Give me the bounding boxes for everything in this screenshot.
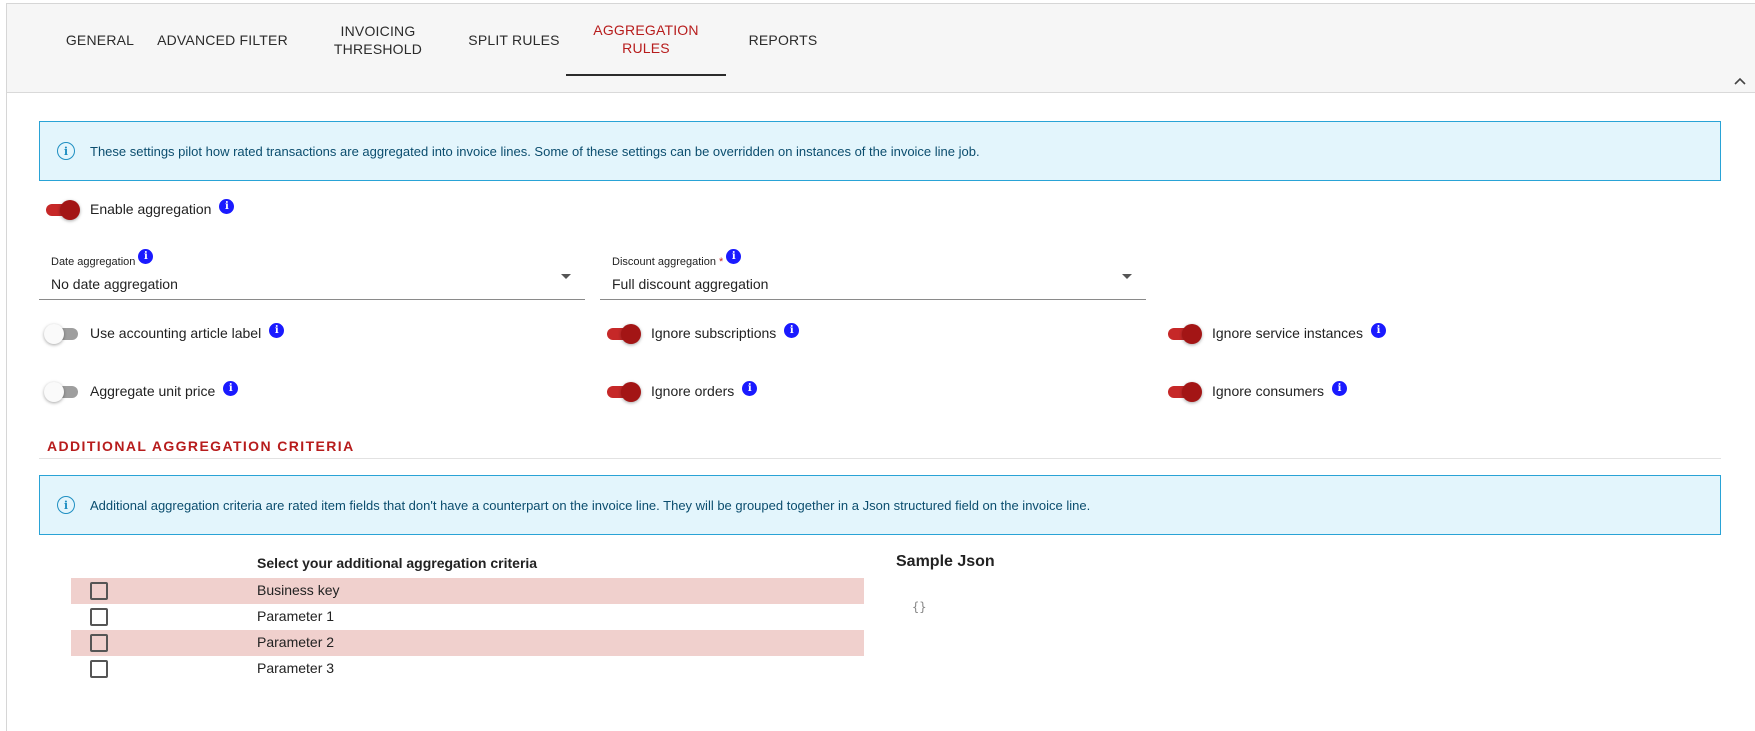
criteria-label: Parameter 3 xyxy=(257,660,335,676)
date-aggregation-label: Date aggregation xyxy=(51,255,136,268)
info-circle-icon: i xyxy=(57,142,75,160)
criteria-row[interactable] xyxy=(71,604,864,630)
criteria-checkbox[interactable] xyxy=(90,582,108,600)
tab-advanced-filter[interactable]: ADVANCED FILTER xyxy=(157,32,288,48)
tab-invoicing-threshold-label: INVOICING THRESHOLD xyxy=(333,23,423,57)
required-marker: * xyxy=(718,255,724,268)
ignore-service-instances-help-icon[interactable]: i xyxy=(1371,323,1386,338)
criteria-info-text: Additional aggregation criteria are rated item fields that don't have a counterpart on the invoice line. They will be grouped together in a Json structured field on the invoice line. xyxy=(90,497,1091,513)
aggregation-info-box xyxy=(39,121,1721,181)
criteria-label: Parameter 1 xyxy=(257,608,335,624)
tab-reports[interactable]: REPORTS xyxy=(748,32,818,48)
date-aggregation-label-row xyxy=(51,251,153,269)
ignore-subscriptions-help-icon[interactable]: i xyxy=(784,323,799,338)
aggregate-unit-price-text: Aggregate unit price xyxy=(90,383,216,399)
ignore-subscriptions-row xyxy=(605,323,799,343)
date-aggregation-value: No date aggregation xyxy=(51,276,178,292)
chevron-up-icon[interactable] xyxy=(1733,74,1747,88)
date-aggregation-help-icon[interactable]: i xyxy=(138,249,153,264)
tab-invoicing-threshold[interactable] xyxy=(307,4,449,76)
sample-json-code: {} xyxy=(912,600,927,614)
tab-general[interactable]: GENERAL xyxy=(65,32,135,48)
section-title: ADDITIONAL AGGREGATION CRITERIA xyxy=(47,438,355,454)
sample-json-title: Sample Json xyxy=(896,553,995,570)
criteria-header: Select your additional aggregation criteria xyxy=(257,555,538,571)
chevron-down-icon xyxy=(1122,274,1132,279)
ignore-subscriptions-text: Ignore subscriptions xyxy=(651,325,777,341)
ignore-orders-switch[interactable] xyxy=(605,381,641,401)
use-accounting-article-label-help-icon[interactable]: i xyxy=(269,323,284,338)
aggregation-info-text: These settings pilot how rated transactions are aggregated into invoice lines. Some of these settings can be overridden on instances of the invoice line job. xyxy=(90,143,980,159)
discount-aggregation-select[interactable] xyxy=(600,252,1146,300)
ignore-orders-row xyxy=(605,381,757,401)
aggregate-unit-price-row xyxy=(44,381,238,401)
criteria-row[interactable] xyxy=(71,630,864,656)
criteria-label: Parameter 2 xyxy=(257,634,335,650)
enable-aggregation-switch[interactable] xyxy=(44,199,80,219)
criteria-info-box xyxy=(39,475,1721,535)
info-circle-icon: i xyxy=(57,496,75,514)
enable-aggregation-toggle-row xyxy=(44,199,234,219)
ignore-orders-text: Ignore orders xyxy=(651,383,735,399)
discount-aggregation-help-icon[interactable]: i xyxy=(726,249,741,264)
criteria-checkbox[interactable] xyxy=(90,608,108,626)
use-accounting-article-label-text: Use accounting article label xyxy=(90,325,262,341)
criteria-checkbox[interactable] xyxy=(90,634,108,652)
enable-aggregation-help-icon[interactable]: i xyxy=(219,199,234,214)
ignore-consumers-row xyxy=(1166,381,1347,401)
criteria-checkbox[interactable] xyxy=(90,660,108,678)
ignore-service-instances-switch[interactable] xyxy=(1166,323,1202,343)
tab-bar xyxy=(6,3,1755,93)
discount-aggregation-value: Full discount aggregation xyxy=(612,276,769,292)
criteria-label: Business key xyxy=(257,582,340,598)
date-aggregation-select[interactable] xyxy=(39,252,585,300)
section-divider xyxy=(39,458,1721,459)
aggregate-unit-price-help-icon[interactable]: i xyxy=(223,381,238,396)
tab-split-rules[interactable]: SPLIT RULES xyxy=(468,32,560,48)
ignore-service-instances-text: Ignore service instances xyxy=(1212,325,1363,341)
enable-aggregation-label: Enable aggregation xyxy=(90,201,212,217)
discount-aggregation-label-row xyxy=(612,251,741,269)
chevron-down-icon xyxy=(561,274,571,279)
ignore-service-instances-row xyxy=(1166,323,1386,343)
ignore-consumers-help-icon[interactable]: i xyxy=(1332,381,1347,396)
aggregate-unit-price-switch[interactable] xyxy=(44,381,80,401)
use-accounting-article-label-switch[interactable] xyxy=(44,323,80,343)
criteria-row[interactable] xyxy=(71,578,864,604)
ignore-consumers-switch[interactable] xyxy=(1166,381,1202,401)
tab-aggregation-rules[interactable] xyxy=(566,4,726,76)
tab-aggregation-rules-label: AGGREGATION RULES xyxy=(593,22,699,56)
discount-aggregation-label: Discount aggregation xyxy=(612,255,716,268)
ignore-orders-help-icon[interactable]: i xyxy=(742,381,757,396)
ignore-consumers-text: Ignore consumers xyxy=(1212,383,1325,399)
ignore-subscriptions-switch[interactable] xyxy=(605,323,641,343)
use-accounting-article-label-row xyxy=(44,323,284,343)
criteria-row[interactable] xyxy=(71,656,864,682)
